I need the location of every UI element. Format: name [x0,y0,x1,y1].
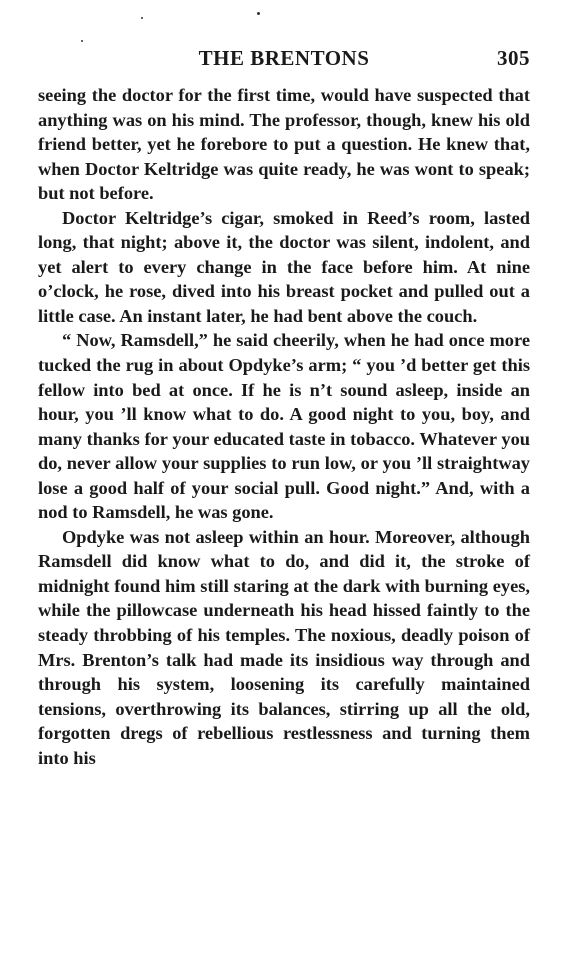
page-number: 305 [497,46,530,70]
paragraph-2: Doctor Keltridge’s cigar, smoked in Reed’s room, lasted long, that night; above it, the doctor was silent, indolent, and yet alert to every change in the face before him. At nine o’clock, he rose, dived into his breast pocket and pulled out a little case. An instant later, he had bent above the couch. [38,207,530,326]
paragraph-3: “ Now, Ramsdell,” he said cheerily, when he had once more tucked the rug in about Opdyke’s arm; “ you ’d better get this fellow into bed at once. If he is n’t sound asleep, inside an hour, you ’ll know what to do. A good night to you, boy, and many thanks for your educated taste in tobacco. Whatever you do, never allow your supplies to run low, or you ’ll straightway lose a good half of your social pull. Good night.” And, with a nod to Ramsdell, he was gone. [38,330,530,523]
running-title: THE BRENTONS [198,46,370,70]
ink-speck [81,40,83,42]
running-header [38,46,530,74]
paragraph-4: Opdyke was not asleep within an hour. Moreover, although Ramsdell did know what to do, and did it, the stroke of midnight found him still staring at the dark with burning eyes, while the pillowcase underneath his head hissed faintly to the steady throbbing of his temples. The noxious, deadly poison of Mrs. Brenton’s talk had made its insidious way through and through his system, loosening its carefully maintained tensions, overthrowing its balances, stirring up all the old, forgotten dregs of rebellious restlessness and turning them into his [38,526,530,768]
ink-speck [141,17,143,19]
ink-speck [257,12,260,15]
paragraph-1: seeing the doctor for the first time, would have suspected that anything was on his mind. The professor, though, knew his old friend better, yet he forebore to put a question. He knew that, when Doctor Keltridge was quite ready, he was wont to speak; but not before. [38,85,530,204]
body-text [38,83,530,770]
